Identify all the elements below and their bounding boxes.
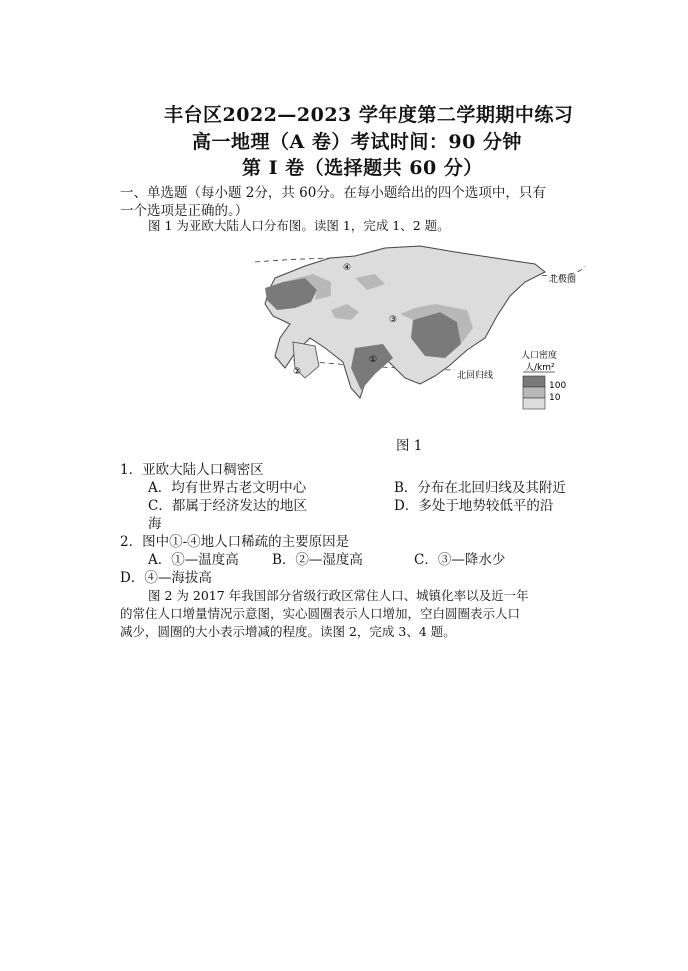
figure1-caption: 图 1 [396,438,423,454]
question1-option-d: D．多处于地势较低平的沿 [394,498,554,514]
arctic-circle-label: 北极圈 [549,275,577,285]
legend-swatch-dense [523,376,545,387]
marker-1: ① [369,355,378,365]
figure2-intro-line1: 图 2 为 2017 年我国部分省级行政区常住人口、城镇化率以及近一年 [148,588,529,603]
question2-stem: 2．图中①-④地人口稀疏的主要原因是 [120,534,350,550]
question1-continuation: 海 [148,516,162,532]
exam-subtitle: 高一地理（A 卷）考试时间：90 分钟 [192,131,522,153]
eurasia-population-map [235,238,595,418]
question2-option-c: C．③—降水少 [414,552,506,568]
legend-unit: 人/km² [525,363,555,373]
marker-2: ② [293,367,302,377]
legend-swatch-medium [523,387,545,398]
legend-title: 人口密度 [521,351,558,361]
question1-stem: 1．亚欧大陆人口稠密区 [120,462,264,478]
section-title: 第 I 卷（选择题共 60 分） [242,157,483,179]
figure2-intro-line3: 减少，圆圈的大小表示增减的程度。读图 2，完成 3、4 题。 [120,624,456,639]
legend-swatch-sparse [523,398,545,409]
section-instruction-line1: 一、单选题（每小题 2分，共 60分。在每小题给出的四个选项中，只有 [120,185,546,201]
exam-title: 丰台区2022—2023 学年度第二学期期中练习 [164,104,574,126]
question1-option-a: A．均有世界古老文明中心 [148,480,307,496]
question2-option-b: B．②—湿度高 [272,552,363,568]
legend-value-100: 100 [549,381,567,391]
tropic-label: 北回归线 [457,371,494,381]
question2-option-a: A．①—温度高 [148,552,239,568]
marker-3: ③ [389,315,398,325]
section-instruction-line2: 一个选项是正确的。） [120,203,249,219]
legend-value-10: 10 [549,393,561,403]
question1-option-b: B．分布在北回归线及其附近 [394,480,566,496]
question1-option-c: C．都属于经济发达的地区 [148,498,307,514]
marker-4: ④ [343,263,352,273]
figure2-intro-line2: 的常住人口增量情况示意图，实心圆圈表示人口增加，空白圆圈表示人口 [120,606,521,621]
question2-option-d: D．④—海拔高 [120,570,212,586]
figure1-intro: 图 1 为亚欧大陆人口分布图。读图 1，完成 1、2 题。 [148,218,450,233]
